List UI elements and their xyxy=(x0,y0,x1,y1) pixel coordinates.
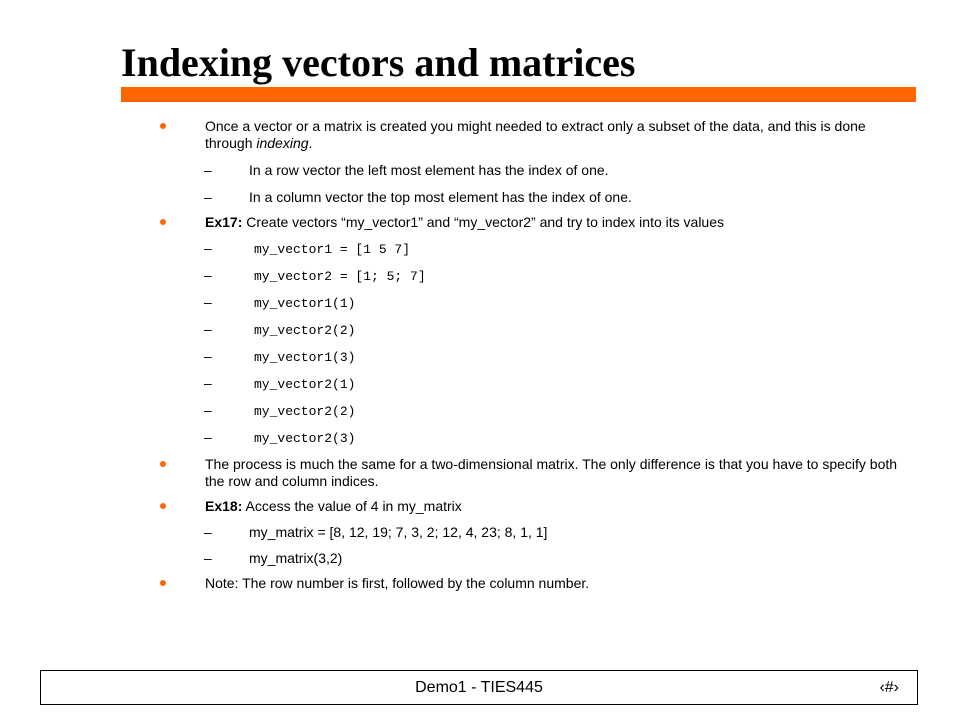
bullet-dot-icon xyxy=(160,461,166,467)
code-line xyxy=(160,375,900,393)
dash-icon: – xyxy=(204,429,212,445)
sub-item-text: my_matrix(3,2) xyxy=(249,550,343,566)
dash-icon: – xyxy=(204,348,212,364)
sub-item xyxy=(160,550,900,567)
dash-icon: – xyxy=(204,240,212,256)
exercise-label: Ex17: xyxy=(205,214,243,230)
code-line xyxy=(160,267,900,285)
bullet-item xyxy=(160,498,900,515)
footer-text: Demo1 - TIES445 xyxy=(415,679,543,696)
code-text: my_vector2 = [1; 5; 7] xyxy=(254,269,426,284)
bullet-dot-icon xyxy=(160,219,166,225)
title-underline xyxy=(121,87,916,102)
code-line xyxy=(160,402,900,420)
code-text: my_vector2(1) xyxy=(254,377,356,392)
code-line xyxy=(160,429,900,447)
sub-item-text: In a row vector the left most element has the index of one. xyxy=(249,162,609,178)
bullet-dot-icon xyxy=(160,503,166,509)
code-line xyxy=(160,348,900,366)
slide-body xyxy=(160,118,900,592)
bullet-text: Create vectors “my_vector1” and “my_vector2” and try to index into its values xyxy=(242,214,724,230)
bullet-item xyxy=(160,118,900,152)
code-text: my_vector2(2) xyxy=(254,323,356,338)
bullet-tail: . xyxy=(308,135,313,151)
code-text: my_vector2(2) xyxy=(254,404,356,419)
dash-icon: – xyxy=(204,402,212,418)
bullet-text: Access the value of 4 in my_matrix xyxy=(242,498,462,514)
sub-item xyxy=(160,189,900,206)
dash-icon: – xyxy=(204,524,212,540)
bullet-item xyxy=(160,214,900,231)
bullet-dot-icon xyxy=(160,580,166,586)
bullet-text: Once a vector or a matrix is created you might needed to extract only a subset of the data, and this is done through xyxy=(205,118,866,151)
sub-item-text: In a column vector the top most element has the index of one. xyxy=(249,189,632,205)
code-text: my_vector1 = [1 5 7] xyxy=(254,242,411,257)
code-text: my_vector1(1) xyxy=(254,296,356,311)
dash-icon: – xyxy=(204,294,212,310)
dash-icon: – xyxy=(204,267,212,283)
dash-icon: – xyxy=(204,189,212,205)
bullet-text: Note: The row number is first, followed by the column number. xyxy=(205,575,590,591)
code-text: my_vector2(3) xyxy=(254,431,356,446)
exercise-label: Ex18: xyxy=(205,498,243,514)
dash-icon: – xyxy=(204,550,212,566)
slide-title: Indexing vectors and matrices xyxy=(121,40,636,85)
code-line xyxy=(160,294,900,312)
sub-item xyxy=(160,524,900,541)
sub-item xyxy=(160,162,900,179)
bullet-item xyxy=(160,575,900,592)
bullet-dot-icon xyxy=(160,123,166,129)
code-text: my_vector1(3) xyxy=(254,350,356,365)
slide-number: ‹#› xyxy=(879,679,899,696)
slide-footer xyxy=(40,670,918,705)
sub-item-text: my_matrix = [8, 12, 19; 7, 3, 2; 12, 4, 23; 8, 1, 1] xyxy=(249,524,548,540)
code-line xyxy=(160,321,900,339)
dash-icon: – xyxy=(204,375,212,391)
dash-icon: – xyxy=(204,162,212,178)
bullet-text: The process is much the same for a two-dimensional matrix. The only difference is that you have to specify both the row and column indices. xyxy=(205,456,898,489)
code-line xyxy=(160,240,900,258)
bullet-item xyxy=(160,456,900,490)
dash-icon: – xyxy=(204,321,212,337)
bullet-emphasis: indexing xyxy=(256,135,309,151)
